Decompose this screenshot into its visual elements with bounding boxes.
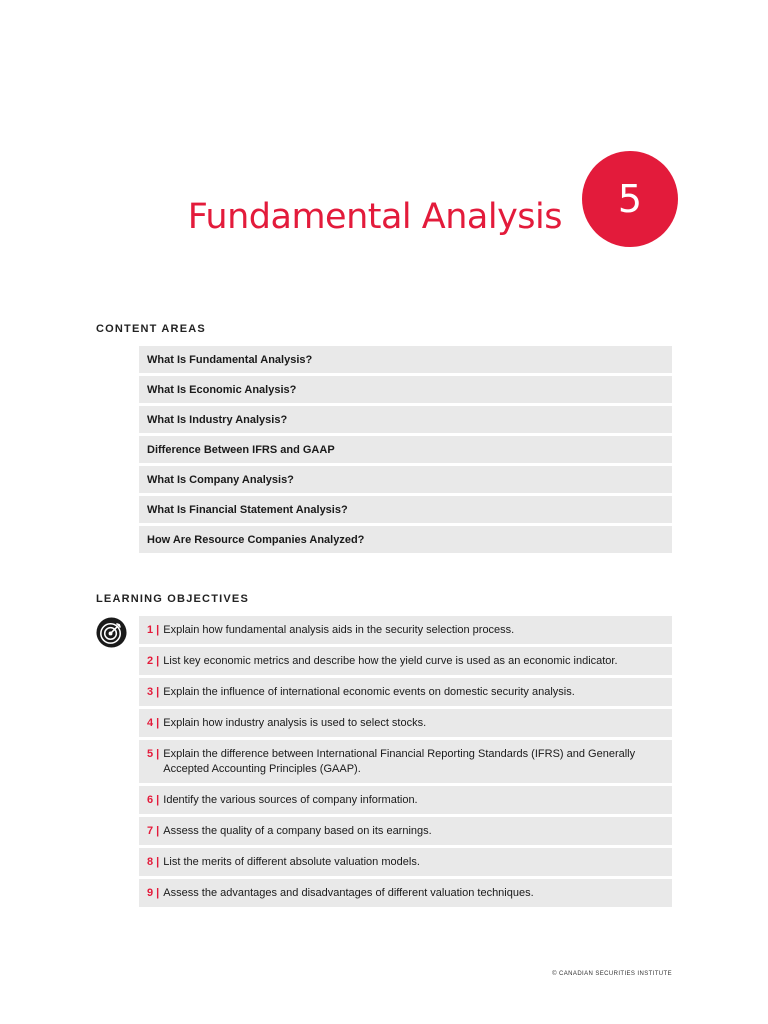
objective-text: Explain the difference between International Financial Reporting Standards (IFRS) and Generally Accepted Accounting Principles (GAAP).: [163, 748, 636, 775]
content-area-item: What Is Fundamental Analysis?: [139, 346, 672, 373]
objective-text: Identify the various sources of company information.: [163, 794, 418, 806]
learning-objectives-list: [139, 616, 672, 910]
target-icon: [96, 617, 127, 648]
objective-item: [139, 616, 672, 644]
objective-text: Explain the influence of international economic events on domestic security analysis.: [163, 686, 575, 698]
content-area-item: What Is Economic Analysis?: [139, 376, 672, 403]
content-areas-heading: CONTENT AREAS: [96, 323, 206, 335]
content-area-item: What Is Industry Analysis?: [139, 406, 672, 433]
content-area-item: Difference Between IFRS and GAAP: [139, 436, 672, 463]
objective-item: [139, 678, 672, 706]
content-area-item: How Are Resource Companies Analyzed?: [139, 526, 672, 553]
objective-item: [139, 817, 672, 845]
objective-item: [139, 848, 672, 876]
objective-number: 3 |: [147, 686, 160, 698]
objective-item: [139, 786, 672, 814]
objective-item: [139, 647, 672, 675]
content-area-item: What Is Company Analysis?: [139, 466, 672, 493]
objective-text: Assess the advantages and disadvantages of different valuation techniques.: [163, 887, 534, 899]
objective-item: [139, 740, 672, 783]
learning-objectives-heading: LEARNING OBJECTIVES: [96, 593, 249, 605]
chapter-title: Fundamental Analysis: [187, 197, 562, 238]
content-areas-list: [139, 346, 672, 556]
objective-text: Explain how industry analysis is used to select stocks.: [163, 717, 427, 729]
objective-text: List the merits of different absolute valuation models.: [163, 856, 420, 868]
objective-item: [139, 879, 672, 907]
objective-number: 2 |: [147, 655, 160, 667]
chapter-number-badge: [582, 151, 678, 247]
objective-text: Assess the quality of a company based on its earnings.: [163, 825, 432, 837]
objective-number: 4 |: [147, 717, 160, 729]
objective-text: List key economic metrics and describe how the yield curve is used as an economic indicator.: [163, 655, 618, 667]
objective-number: 5 |: [147, 748, 160, 760]
objective-number: 8 |: [147, 856, 160, 868]
objective-number: 1 |: [147, 624, 160, 636]
copyright-footer: © CANADIAN SECURITIES INSTITUTE: [552, 971, 672, 977]
objective-number: 9 |: [147, 887, 160, 899]
objective-item: [139, 709, 672, 737]
content-area-item: What Is Financial Statement Analysis?: [139, 496, 672, 523]
chapter-number: 5: [617, 177, 643, 221]
objective-text: Explain how fundamental analysis aids in the security selection process.: [163, 624, 515, 636]
objective-number: 6 |: [147, 794, 160, 806]
objective-number: 7 |: [147, 825, 160, 837]
